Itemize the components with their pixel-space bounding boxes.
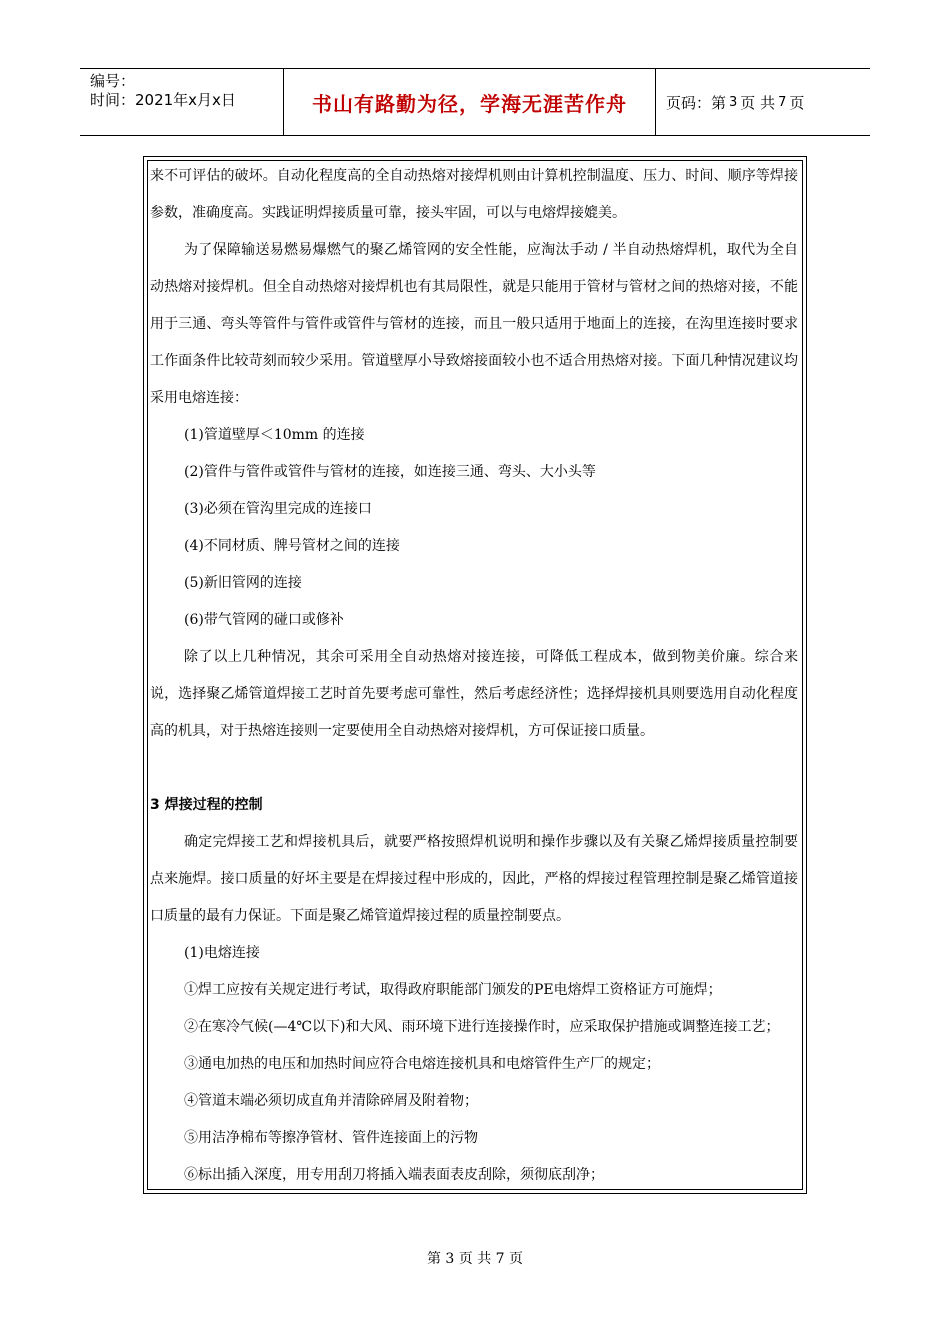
header-page-info (656, 69, 870, 135)
paragraph-line: 除了以上几种情况，其余可采用全自动热熔对接连接，可降低工程成本，做到物美价廉。综合来 (184, 649, 798, 665)
paragraph-line: 口质量的最有力保证。下面是聚乙烯管道焊接过程的质量控制要点。 (150, 908, 570, 924)
list-item: (2)管件与管件或管件与管材的连接，如连接三通、弯头、大小头等 (184, 464, 596, 480)
page-suffix: 页 (789, 93, 805, 112)
paragraph-line: 确定完焊接工艺和焊接机具后，就要严格按照焊机说明和操作步骤以及有关聚乙烯焊接质量控制要 (184, 834, 798, 850)
page-prefix: 页码：第 (666, 93, 727, 112)
list-item: (6)带气管网的碰口或修补 (184, 612, 344, 628)
content-body (147, 160, 803, 1190)
page-mid: 页 共 (740, 93, 776, 112)
list-item: (5)新旧管网的连接 (184, 575, 302, 591)
section-heading: 3 焊接过程的控制 (150, 797, 263, 813)
document-number-label: 编号： (90, 72, 136, 90)
paragraph-line: 工作面条件比较苛刻而较少采用。管道壁厚小导致熔接面较小也不适合用热熔对接。下面几种情况建议均 (150, 353, 798, 369)
document-date: 时间：2021年x月x日 (90, 91, 236, 109)
paragraph-line: 来不可评估的破坏。自动化程度高的全自动热熔对接焊机则由计算机控制温度、压力、时间、顺序等焊接 (150, 168, 798, 184)
list-item: (4)不同材质、牌号管材之间的连接 (184, 538, 400, 554)
document-header (80, 68, 870, 136)
subsection-heading: (1)电熔连接 (184, 945, 260, 961)
page-total: 7 (778, 94, 787, 110)
list-item: ⑥标出插入深度，用专用刮刀将插入端表面表皮刮除，须彻底刮净； (184, 1167, 604, 1183)
paragraph-line: 用于三通、弯头等管件与管件或管件与管材的连接，而且一般只适用于地面上的连接，在沟里连接时要求 (150, 316, 798, 332)
paragraph-line: 动热熔对接焊机。但全自动热熔对接焊机也有其局限性，就是只能用于管材与管材之间的热熔对接，不能 (150, 279, 798, 295)
page-current: 3 (729, 94, 738, 110)
list-item: ①焊工应按有关规定进行考试，取得政府职能部门颁发的PE电熔焊工资格证方可施焊； (184, 982, 722, 998)
content-frame (143, 156, 807, 1194)
paragraph-line: 参数，准确度高。实践证明焊接质量可靠，接头牢固，可以与电熔焊接媲美。 (150, 205, 626, 221)
list-item: (1)管道壁厚＜10mm 的连接 (184, 427, 365, 443)
paragraph-line: 为了保障输送易燃易爆燃气的聚乙烯管网的安全性能，应淘汰手动 / 半自动热熔焊机，取代为全自 (184, 242, 798, 258)
page-footer: 第 3 页 共 7 页 (426, 1251, 524, 1267)
header-motto: 书山有路勤为径，学海无涯苦作舟 (312, 91, 627, 116)
list-item: ④管道末端必须切成直角并清除碎屑及附着物； (184, 1093, 478, 1109)
list-item: ③通电加热的电压和加热时间应符合电熔连接机具和电熔管件生产厂的规定； (184, 1056, 660, 1072)
header-motto-cell (283, 69, 656, 135)
paragraph-line: 说，选择聚乙烯管道焊接工艺时首先要考虑可靠性，然后考虑经济性；选择焊接机具则要选用自动化程度 (150, 686, 798, 702)
list-item: ⑤用洁净棉布等擦净管材、管件连接面上的污物 (184, 1130, 478, 1146)
paragraph-line: 采用电熔连接： (150, 390, 248, 406)
list-item: (3)必须在管沟里完成的连接口 (184, 501, 372, 517)
paragraph-line: 高的机具，对于热熔连接则一定要使用全自动热熔对接焊机，方可保证接口质量。 (150, 723, 654, 739)
paragraph-line: 点来施焊。接口质量的好坏主要是在焊接过程中形成的，因此，严格的焊接过程管理控制是聚乙烯管道接 (150, 871, 798, 887)
list-item: ②在寒冷气候(—4℃以下)和大风、雨环境下进行连接操作时，应采取保护措施或调整连接工艺； (184, 1019, 780, 1035)
header-meta (80, 69, 283, 135)
